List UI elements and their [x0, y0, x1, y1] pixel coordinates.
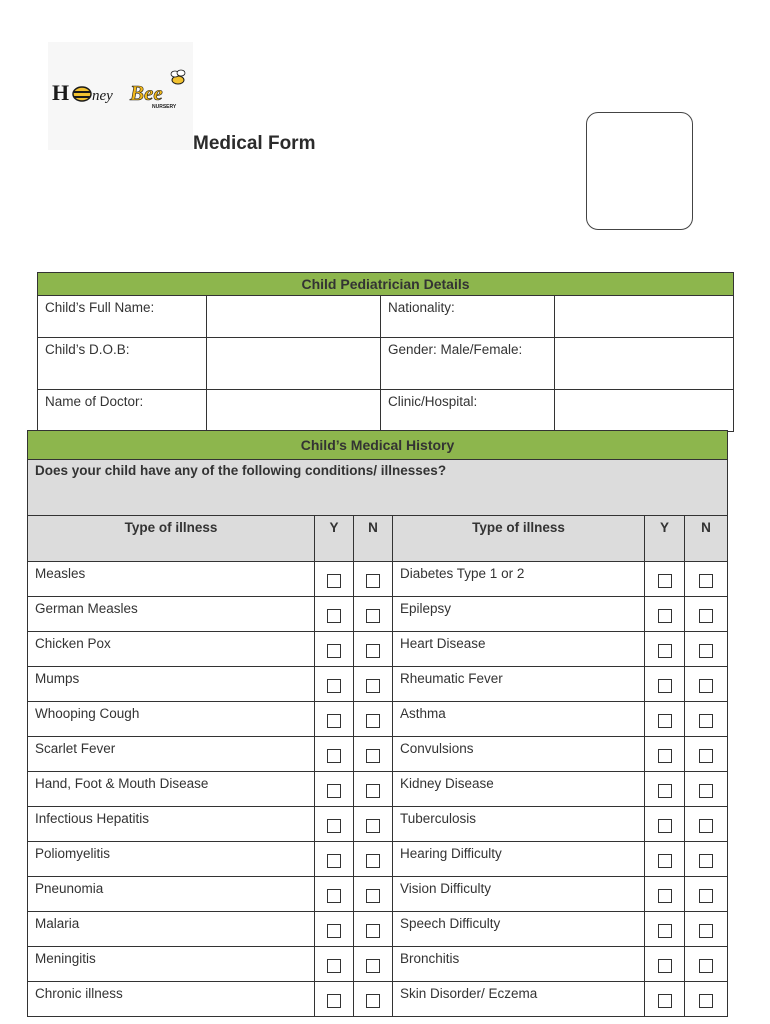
no-checkbox-cell	[685, 982, 728, 1017]
photo-box[interactable]	[586, 112, 693, 230]
illness-column-header: Type of illness	[28, 516, 315, 562]
illness-name: Asthma	[393, 702, 645, 737]
no-checkbox-cell	[685, 772, 728, 807]
child-dob-field[interactable]	[207, 338, 381, 390]
illness-row	[28, 877, 728, 912]
yes-checkbox[interactable]	[327, 854, 341, 868]
yes-checkbox[interactable]	[658, 609, 672, 623]
yes-checkbox-cell	[315, 877, 354, 912]
logo-word-bee: Bee	[130, 81, 163, 105]
illness-name: Meningitis	[28, 947, 315, 982]
no-checkbox-cell	[354, 947, 393, 982]
illness-name: Hand, Foot & Mouth Disease	[28, 772, 315, 807]
clinic-field[interactable]	[555, 390, 734, 432]
no-checkbox[interactable]	[699, 679, 713, 693]
no-checkbox[interactable]	[699, 994, 713, 1008]
nursery-logo	[48, 42, 193, 150]
yes-checkbox[interactable]	[658, 854, 672, 868]
bee-o-icon	[73, 87, 91, 101]
no-checkbox[interactable]	[699, 854, 713, 868]
yes-column-header: Y	[315, 516, 354, 562]
conditions-question: Does your child have any of the following conditions/ illnesses?	[28, 460, 728, 516]
yes-checkbox-cell	[315, 702, 354, 737]
yes-checkbox-cell	[645, 667, 685, 702]
no-checkbox[interactable]	[699, 784, 713, 798]
no-checkbox-cell	[685, 807, 728, 842]
no-checkbox-cell	[685, 562, 728, 597]
yes-checkbox[interactable]	[658, 784, 672, 798]
yes-checkbox[interactable]	[327, 679, 341, 693]
illness-name: Diabetes Type 1 or 2	[393, 562, 645, 597]
yes-checkbox-cell	[645, 807, 685, 842]
yes-checkbox-cell	[645, 632, 685, 667]
logo-tagline: NURSERY	[152, 104, 177, 110]
no-checkbox-cell	[685, 667, 728, 702]
pediatrician-section-heading: Child Pediatrician Details	[38, 273, 734, 296]
doctor-name-label: Name of Doctor:	[38, 390, 207, 432]
no-checkbox[interactable]	[366, 784, 380, 798]
illness-name: Whooping Cough	[28, 702, 315, 737]
no-checkbox-cell	[354, 842, 393, 877]
page-title: Medical Form	[193, 133, 316, 154]
yes-checkbox[interactable]	[327, 819, 341, 833]
yes-checkbox[interactable]	[327, 574, 341, 588]
no-checkbox-cell	[685, 842, 728, 877]
no-checkbox[interactable]	[366, 819, 380, 833]
illness-row	[28, 702, 728, 737]
no-checkbox-cell	[685, 877, 728, 912]
yes-checkbox-cell	[315, 912, 354, 947]
illness-name: Tuberculosis	[393, 807, 645, 842]
no-checkbox-cell	[354, 982, 393, 1017]
yes-checkbox[interactable]	[327, 609, 341, 623]
illness-name: Mumps	[28, 667, 315, 702]
no-checkbox[interactable]	[366, 854, 380, 868]
no-checkbox-cell	[354, 807, 393, 842]
yes-checkbox-cell	[645, 562, 685, 597]
illness-row	[28, 597, 728, 632]
gender-field[interactable]	[555, 338, 734, 390]
no-checkbox-cell	[354, 772, 393, 807]
illness-name: Poliomyelitis	[28, 842, 315, 877]
illness-name: Epilepsy	[393, 597, 645, 632]
yes-checkbox[interactable]	[658, 749, 672, 763]
no-checkbox-cell	[354, 737, 393, 772]
yes-checkbox[interactable]	[658, 959, 672, 973]
illness-name: Heart Disease	[393, 632, 645, 667]
no-checkbox-cell	[685, 947, 728, 982]
yes-checkbox-cell	[315, 737, 354, 772]
yes-checkbox-cell	[645, 597, 685, 632]
yes-checkbox[interactable]	[327, 749, 341, 763]
no-checkbox-cell	[354, 597, 393, 632]
no-checkbox[interactable]	[366, 574, 380, 588]
yes-checkbox-cell	[315, 667, 354, 702]
yes-checkbox[interactable]	[658, 819, 672, 833]
yes-checkbox[interactable]	[327, 924, 341, 938]
no-checkbox[interactable]	[699, 644, 713, 658]
logo-word-ney: ney	[92, 88, 113, 104]
no-checkbox-cell	[354, 632, 393, 667]
yes-checkbox-cell	[315, 632, 354, 667]
no-checkbox[interactable]	[699, 819, 713, 833]
yes-checkbox-cell	[645, 737, 685, 772]
yes-checkbox-cell	[315, 772, 354, 807]
no-checkbox[interactable]	[366, 609, 380, 623]
no-checkbox[interactable]	[366, 994, 380, 1008]
illness-name: Scarlet Fever	[28, 737, 315, 772]
illness-row	[28, 947, 728, 982]
yes-checkbox-cell	[645, 947, 685, 982]
yes-checkbox[interactable]	[327, 644, 341, 658]
no-checkbox-cell	[354, 877, 393, 912]
no-checkbox[interactable]	[699, 749, 713, 763]
nationality-field[interactable]	[555, 296, 734, 338]
illness-row	[28, 807, 728, 842]
no-checkbox[interactable]	[699, 714, 713, 728]
yes-checkbox[interactable]	[658, 889, 672, 903]
bee-icon	[171, 70, 185, 84]
no-checkbox[interactable]	[366, 644, 380, 658]
yes-checkbox[interactable]	[327, 714, 341, 728]
medical-history-heading: Child’s Medical History	[28, 431, 728, 460]
illness-row	[28, 982, 728, 1017]
illness-name: Rheumatic Fever	[393, 667, 645, 702]
illness-name: Malaria	[28, 912, 315, 947]
yes-checkbox-cell	[315, 982, 354, 1017]
illness-name: German Measles	[28, 597, 315, 632]
yes-checkbox[interactable]	[327, 784, 341, 798]
logo-letter-h: H	[52, 80, 70, 105]
illness-column-header: Type of illness	[393, 516, 645, 562]
no-checkbox[interactable]	[699, 889, 713, 903]
no-checkbox[interactable]	[366, 714, 380, 728]
illness-name: Chronic illness	[28, 982, 315, 1017]
yes-checkbox-cell	[645, 912, 685, 947]
illness-name: Skin Disorder/ Eczema	[393, 982, 645, 1017]
no-checkbox-cell	[685, 702, 728, 737]
no-checkbox[interactable]	[366, 924, 380, 938]
yes-checkbox[interactable]	[658, 574, 672, 588]
no-checkbox-cell	[354, 912, 393, 947]
medical-history-table	[27, 430, 728, 1017]
no-checkbox-cell	[685, 632, 728, 667]
yes-checkbox-cell	[645, 982, 685, 1017]
no-checkbox[interactable]	[366, 889, 380, 903]
illness-name: Convulsions	[393, 737, 645, 772]
no-checkbox[interactable]	[699, 924, 713, 938]
illness-name: Kidney Disease	[393, 772, 645, 807]
no-checkbox[interactable]	[366, 679, 380, 693]
no-checkbox-cell	[685, 912, 728, 947]
illness-name: Infectious Hepatitis	[28, 807, 315, 842]
pediatrician-details-table	[37, 272, 734, 432]
yes-checkbox[interactable]	[658, 924, 672, 938]
nationality-label: Nationality:	[381, 296, 555, 338]
illness-row	[28, 632, 728, 667]
yes-checkbox-cell	[315, 597, 354, 632]
yes-checkbox-cell	[645, 702, 685, 737]
illness-name: Bronchitis	[393, 947, 645, 982]
no-column-header: N	[685, 516, 728, 562]
illness-name: Hearing Difficulty	[393, 842, 645, 877]
child-full-name-field[interactable]	[207, 296, 381, 338]
no-checkbox-cell	[354, 702, 393, 737]
illness-row	[28, 562, 728, 597]
no-checkbox-cell	[685, 737, 728, 772]
yes-checkbox-cell	[315, 842, 354, 877]
no-checkbox-cell	[354, 562, 393, 597]
child-full-name-label: Child’s Full Name:	[38, 296, 207, 338]
clinic-label: Clinic/Hospital:	[381, 390, 555, 432]
illness-row	[28, 667, 728, 702]
yes-checkbox[interactable]	[658, 679, 672, 693]
child-dob-label: Child’s D.O.B:	[38, 338, 207, 390]
yes-checkbox-cell	[645, 842, 685, 877]
no-checkbox-cell	[354, 667, 393, 702]
yes-checkbox-cell	[645, 877, 685, 912]
illness-row	[28, 912, 728, 947]
yes-checkbox-cell	[645, 772, 685, 807]
illness-name: Speech Difficulty	[393, 912, 645, 947]
yes-checkbox-cell	[315, 807, 354, 842]
illness-name: Chicken Pox	[28, 632, 315, 667]
illness-row	[28, 772, 728, 807]
yes-checkbox-cell	[315, 562, 354, 597]
no-checkbox[interactable]	[366, 749, 380, 763]
yes-checkbox[interactable]	[658, 644, 672, 658]
yes-checkbox[interactable]	[327, 994, 341, 1008]
no-checkbox[interactable]	[366, 959, 380, 973]
yes-checkbox[interactable]	[327, 889, 341, 903]
no-column-header: N	[354, 516, 393, 562]
no-checkbox[interactable]	[699, 609, 713, 623]
yes-checkbox[interactable]	[658, 994, 672, 1008]
doctor-name-field[interactable]	[207, 390, 381, 432]
no-checkbox-cell	[685, 597, 728, 632]
yes-column-header: Y	[645, 516, 685, 562]
illness-name: Vision Difficulty	[393, 877, 645, 912]
yes-checkbox-cell	[315, 947, 354, 982]
illness-name: Pneunomia	[28, 877, 315, 912]
no-checkbox[interactable]	[699, 574, 713, 588]
no-checkbox[interactable]	[699, 959, 713, 973]
gender-label: Gender: Male/Female:	[381, 338, 555, 390]
illness-row	[28, 842, 728, 877]
yes-checkbox[interactable]	[327, 959, 341, 973]
yes-checkbox[interactable]	[658, 714, 672, 728]
illness-name: Measles	[28, 562, 315, 597]
illness-row	[28, 737, 728, 772]
